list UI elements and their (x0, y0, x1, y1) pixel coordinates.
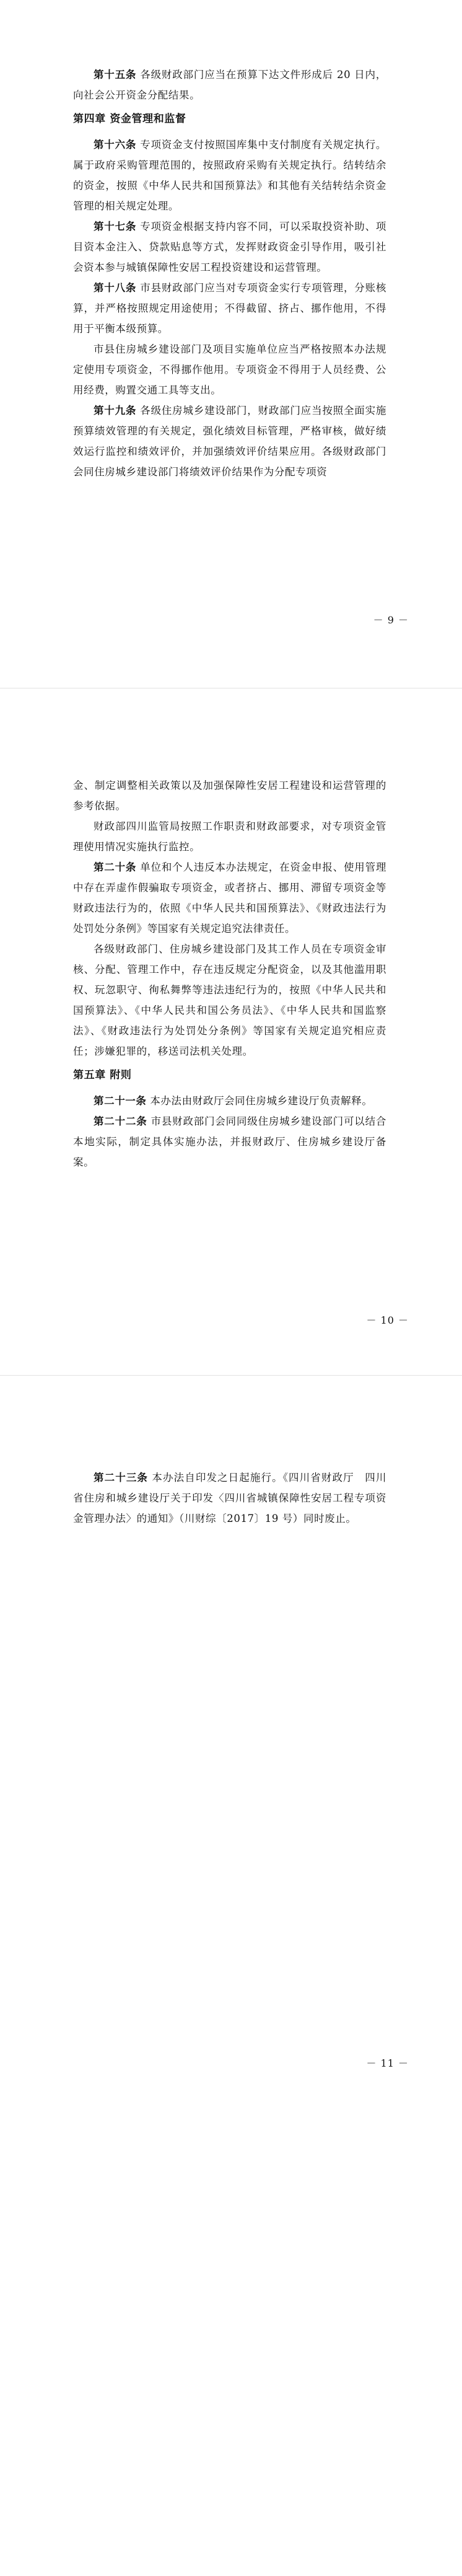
article-paragraph (73, 278, 386, 339)
article-number: 第十八条 (94, 282, 137, 294)
article-paragraph (73, 64, 386, 105)
article-paragraph (73, 216, 386, 278)
page-11 (0, 1376, 462, 2576)
article-number: 第二十二条 (94, 1115, 147, 1127)
article-paragraph (73, 1111, 386, 1172)
article-text: 市县财政部门会同同级住房城乡建设部门可以结合本地实际，制定具体实施办法，并报财政厅、住房城乡建设厅备案。 (73, 1115, 386, 1168)
article-number: 第十九条 (94, 405, 137, 416)
article-paragraph (73, 1091, 386, 1111)
article-text: 财政部四川监管局按照工作职责和财政部要求，对专项资金管理使用情况实施执行监控。 (73, 820, 386, 853)
article-paragraph (73, 857, 386, 939)
page-content (73, 64, 386, 482)
article-paragraph (73, 775, 386, 816)
page-number: － 9 － (373, 614, 409, 626)
article-paragraph (73, 1467, 386, 1529)
article-paragraph (73, 400, 386, 482)
article-text: 市县住房城乡建设部门及项目实施单位应当严格按照本办法规定使用专项资金，不得挪作他用。专项资金不得用于人员经费、公用经费，购置交通工具等支出。 (73, 343, 386, 396)
article-text: 专项资金支付按照国库集中支付制度有关规定执行。属于政府采购管理范围的，按照政府采购有关规定执行。结转结余的资金，按照《中华人民共和国预算法》和其他有关结转结余资金管理的相关规定处理。 (73, 139, 386, 212)
page-content (73, 1467, 386, 1529)
article-text: 金、制定调整相关政策以及加强保障性安居工程建设和运营管理的参考依据。 (73, 780, 386, 812)
article-text: 各级财政部门应当在预算下达文件形成后 20 日内，向社会公开资金分配结果。 (73, 69, 386, 101)
article-paragraph (73, 816, 386, 857)
article-number: 第二十三条 (94, 1472, 149, 1484)
page-10 (0, 688, 462, 1375)
article-text: 本办法自印发之日起施行。《四川省财政厅 四川省住房和城乡建设厅关于印发〈四川省城镇保障性安居工程专项资金管理办法〉的通知》（川财综〔2017〕19 号）同时废止。 (73, 1472, 387, 1524)
article-paragraph (73, 134, 386, 216)
page-9 (0, 0, 462, 688)
article-text: 本办法由财政厅会同住房城乡建设厅负责解释。 (150, 1095, 373, 1107)
article-text: 专项资金根据支持内容不同，可以采取投资补助、项目资本金注入、贷款贴息等方式，发挥财政资金引导作用，吸引社会资本参与城镇保障性安居工程投资建设和运营管理。 (73, 221, 386, 273)
article-text: 各级住房城乡建设部门，财政部门应当按照全面实施预算绩效管理的有关规定，强化绩效目标管理，严格审核，做好绩效运行监控和绩效评价，并加强绩效评价结果应用。各级财政部门会同住房城乡建设部门将绩效评价结果作为分配专项资 (73, 405, 386, 478)
page-number: － 10 － (366, 1314, 409, 1326)
chapter-heading: 第五章 附则 (73, 1069, 132, 1081)
article-number: 第十七条 (94, 221, 137, 232)
article-text: 单位和个人违反本办法规定，在资金申报、使用管理中存在弄虚作假骗取专项资金，或者挤占、挪用、滞留专项资金等财政违法行为的，依照《中华人民共和国预算法》、《财政违法行为处罚处分条例》等国家有关规定追究法律责任。 (73, 861, 386, 934)
article-number: 第十六条 (94, 139, 137, 151)
article-paragraph (73, 339, 386, 400)
page-number: － 11 － (366, 2057, 409, 2069)
article-number: 第二十一条 (94, 1095, 147, 1107)
chapter-heading: 第四章 资金管理和监督 (73, 113, 186, 125)
article-number: 第十五条 (94, 69, 137, 81)
page-content (73, 775, 386, 1172)
article-text: 各级财政部门、住房城乡建设部门及其工作人员在专项资金审核、分配、管理工作中，存在违反规定分配资金，以及其他滥用职权、玩忽职守、徇私舞弊等违法违纪行为的，按照《中华人民共和国预算法》、《中华人民共和国公务员法》、《中华人民共和国监察法》、《财政违法行为处罚处分条例》等国家有关规定追究相应责任；涉嫌犯罪的，移送司法机关处理。 (73, 943, 386, 1057)
article-text: 市县财政部门应当对专项资金实行专项管理，分账核算，并严格按照规定用途使用；不得截留、挤占、挪作他用，不得用于平衡本级预算。 (73, 282, 386, 335)
article-number: 第二十条 (94, 861, 137, 873)
article-paragraph (73, 939, 386, 1062)
